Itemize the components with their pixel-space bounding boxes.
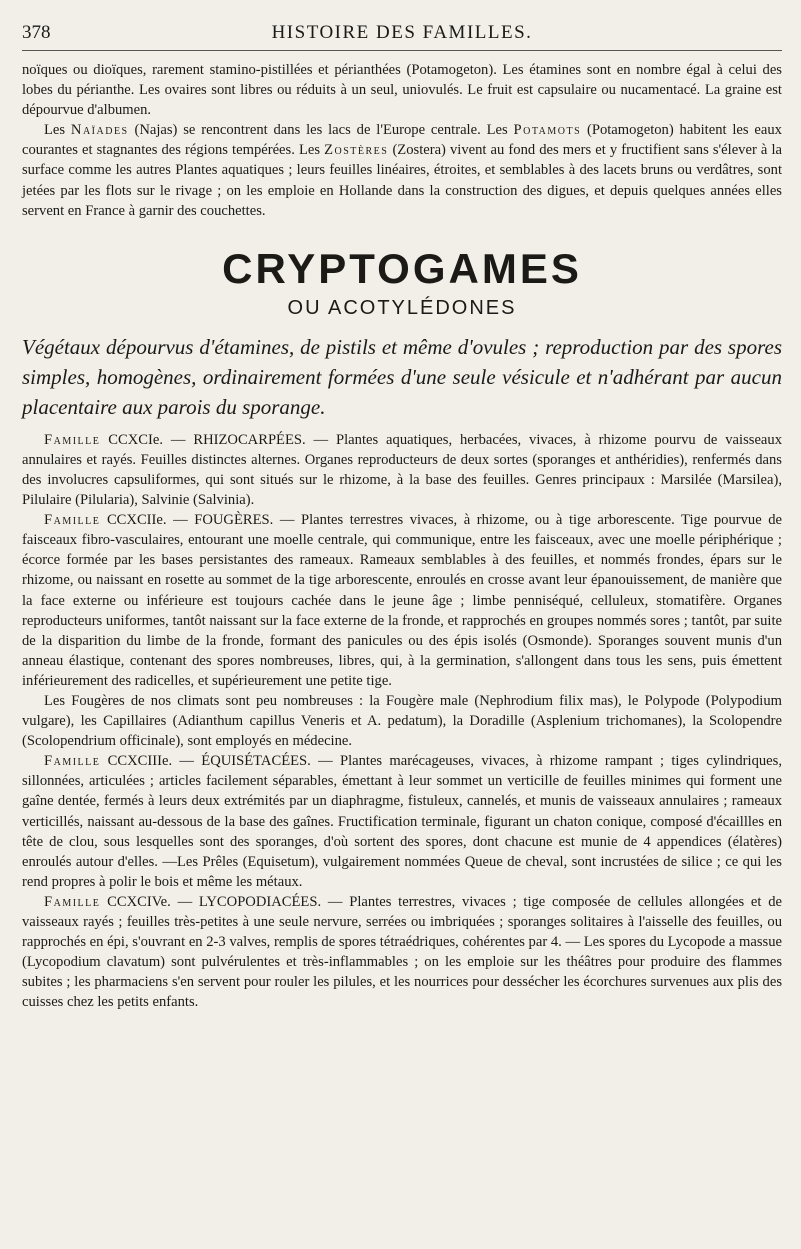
genus-name: Zostères (324, 142, 389, 159)
fougeres-usage-paragraph: Les Fougères de nos climats sont peu nombreuses : la Fougère male (Nephrodium filix mas), le Polypode (Polypodium vulgare), les Capillaires (Adianthum capillus Veneris et A. pedatum), la Doradille (Asplenium trichomanes), la Scolopendre (Scolopendrium officinale), sont employés en médecine. (22, 692, 782, 750)
section-title: CRYPTOGAMES (222, 244, 582, 292)
genus-name: Naïades (70, 122, 129, 139)
family-entry (22, 892, 782, 1013)
genus-name: Potamots (513, 122, 582, 139)
family-label: Famille (44, 893, 101, 910)
family-entry (22, 510, 782, 691)
family-label: Famille (44, 512, 101, 529)
family-text: CCXCIIe. — FOUGÈRES. — Plantes terrestres vivaces, à rhizome, ou à tige arborescente. Tige pourvue de faisceaux fibro-vasculaires, entourant une moelle centrale, qui communique, entre les faisceaux, avec une moelle périphérique ; écorce formée par les bases persistantes des rameaux. Rameaux semblables à des feuilles, et nommés frondes, épars sur le rhizome, ou naissant en rosette au sommet de la tige arborescente, enroulés en crosse avant leur épanouissement, de manière que la face externe ou inférieure est toujours cachée dans le jeune âge ; limbe penniséqué, celluleux, stomatifère. Organes reproducteurs uniformes, tantôt naissant sur la face externe de la fronde, et rapprochés en groupes nommés sores ; tantôt, par suite de la disparition du limbe de la fronde, formant des panicules ou des épis isolés (Osmonde). Sporanges souvent munis d'un anneau élastique, contenant des spores nombreuses, libres, qui, à la germination, s'allongent dans tous les sens, puis émettent inférieurement des radicelles, et supérieurement une petite tige. (22, 512, 782, 689)
family-entry (22, 430, 782, 510)
page-number: 378 (22, 22, 51, 43)
text-run: (Najas) se rencontrent dans les lacs de l'Europe centrale. Les (128, 122, 514, 139)
family-entry (22, 751, 782, 892)
text-run: (Potamogeton) habitent les eaux courantes et stagnantes des régions tempérées. Les (22, 122, 782, 159)
family-label: Famille (44, 431, 101, 448)
book-page (22, 20, 782, 1012)
intro-paragraph-2 (22, 120, 782, 220)
section-definition: Végétaux dépourvus d'étamines, de pistils et même d'ovules ; reproduction par des spores simples, homogènes, ordinairement formées d'une seule vésicule et n'adhérant par aucun placentaire aux parois du sporange. (22, 334, 782, 419)
family-label: Famille (44, 753, 101, 770)
intro-paragraph-1: noïques ou dioïques, rarement stamino-pistillées et périanthées (Potamogeton). Les étamines sont en nombre égal à celui des lobes du périanthe. Les ovaires sont libres ou réduits à un seul, uniovulés. Le fruit est capsulaire ou nucamentacé. La graine est dépourvue d'albumen. (22, 62, 782, 119)
text-run: Les (44, 122, 71, 139)
text-run: (Zostera) vivent au fond des mers et y fructifient sans s'élever à la surface comme les autres Plantes aquatiques ; leurs feuilles linéaires, étroites, et semblables à des lacets bruns ou verdâtres, sont jetées par les flots sur le rivage ; on les emploie en Hollande dans la construction des digues, et depuis quelques années elles servent en France à garnir des couchettes. (22, 142, 782, 219)
running-title: HISTOIRE DES FAMILLES. (271, 22, 533, 43)
running-head (22, 20, 782, 51)
family-text: CCXCIVe. — LYCOPODIACÉES. — Plantes terrestres, vivaces ; tige composée de cellules allongées et de vaisseaux rayés ; feuilles très-petites à une seule nervure, serrées ou imbriquées ; sporanges solitaires à l'aisselle des feuilles, ou rapprochés en épi, s'ouvrant en 2-3 valves, remplis de spores tétraédriques, cohérentes par 4. — Les spores du Lycopode a massue (Lycopodium clavatum) sont pulvérulentes et très-inflammables ; on les emploie sur les théâtres pour produire des flammes subites ; les pharmaciens s'en servent pour rouler les pilules, et les nourrices pour dessécher les écorchures survenues aux plis des cuisses chez les petits enfants. (22, 893, 782, 1011)
family-text: CCXCIe. — RHIZOCARPÉES. — Plantes aquatiques, herbacées, vivaces, à rhizome pourvu de vaisseaux annulaires et rayés. Feuilles distinctes alternes. Organes reproducteurs de deux sortes (sporanges et anthéridies), renfermés dans des involucres capsuliformes, qui sont situés sur le rhizome, à la base des feuilles. Genres principaux : Marsilée (Marsilea), Pilulaire (Pilularia), Salvinie (Salvinia). (22, 431, 782, 509)
section-subtitle: OU ACOTYLÉDONES (287, 296, 517, 319)
family-text: CCXCIIIe. — ÉQUISÉTACÉES. — Plantes marécageuses, vivaces, à rhizome rampant ; tiges cylindriques, sillonnées, articulées ; articles facilement séparables, émettant à leur sommet un verticille de feuilles minimes qui forment une gaîne dentée, fermés à leurs deux extrémités par un diaphragme, fistuleux, cannelés, et munis de vaisseaux annulaires ; rameaux verticillés, naissant au-dessous de la base des gaînes. Fructification terminale, figurant un chaton conique, composé d'écaillles en tête de clou, sous lesquelles sont des sporanges, d'où sortent des spores, dont chacune est munie de 4 appendices (élatères) enroulés autour d'elles. —Les Prêles (Equisetum), vulgairement nommées Queue de cheval, sont incrustées de silice ; ce qui les rend propres à polir le bois et même les métaux. (22, 753, 782, 890)
